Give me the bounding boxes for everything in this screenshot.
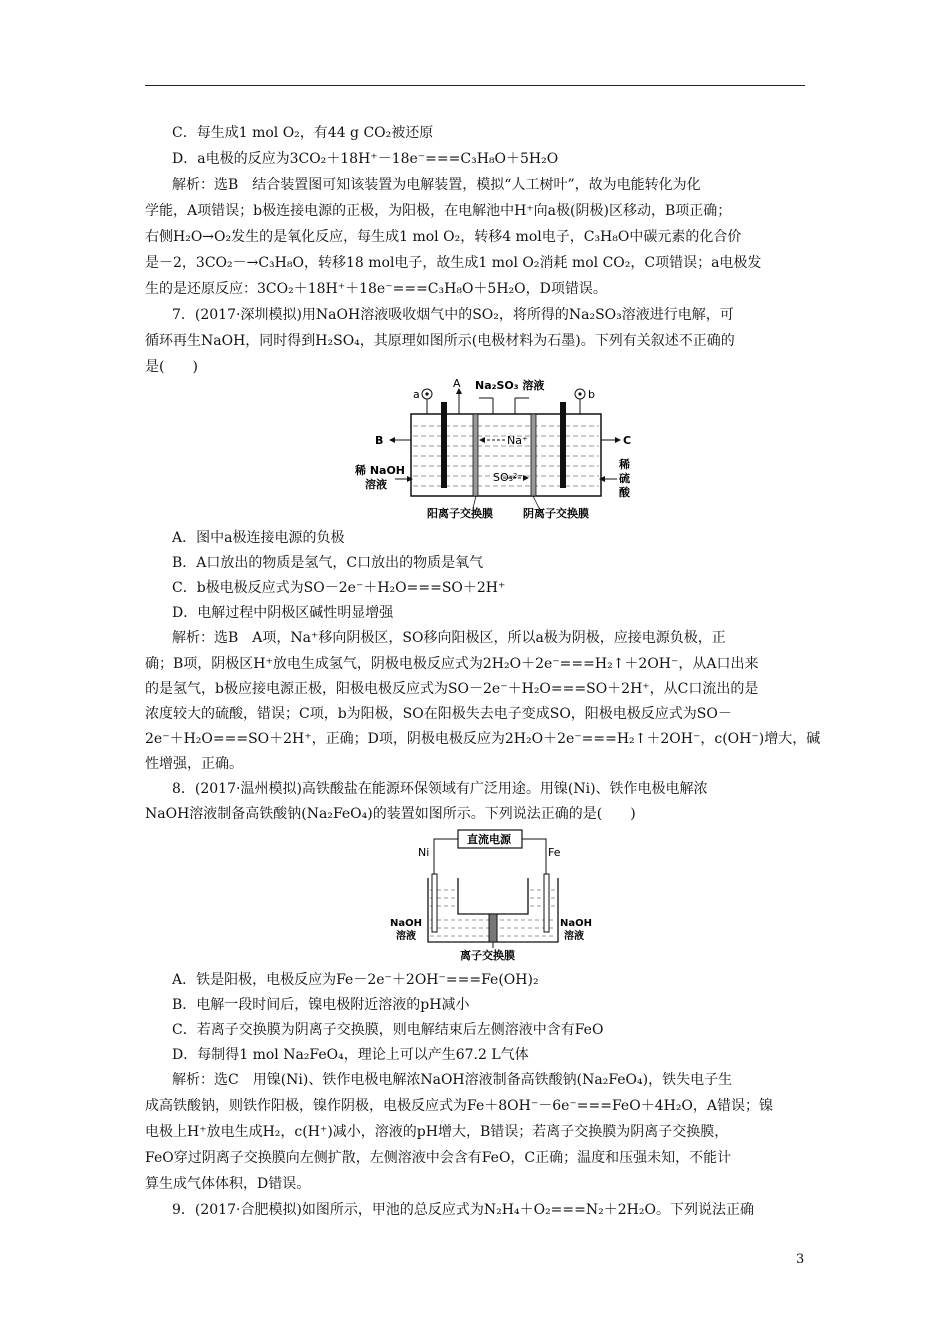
option-b: B．电解一段时间后，镍电极附近溶液的pH减小 bbox=[172, 997, 470, 1013]
option-d: D．a电极的反应为3CO₂＋18H⁺－18e⁻===C₃H₈O＋5H₂O bbox=[172, 151, 559, 167]
label-left-1: 稀 NaOH bbox=[355, 464, 406, 477]
header-rule bbox=[145, 85, 805, 86]
label-solution-left: 溶液 bbox=[396, 931, 416, 942]
analysis-line: 解析：选B 结合装置图可知该装置为电解装置，模拟“人工树叶”，故为电能转化为化 bbox=[172, 177, 701, 193]
analysis-line: 解析：选B A项，Na⁺移向阴极区，SO移向阳极区，所以a极为阴极，应接电源负极，正 bbox=[172, 630, 726, 646]
question-8-cont: NaOH溶液制备高铁酸钠(Na₂FeO₄)的装置如图所示。下列说法正确的是( ) bbox=[145, 806, 636, 822]
analysis-line: 浓度较大的硫酸，错误；C项，b为阳极，SO在阳极失去电子变成SO，阳极电极反应式为SO－ bbox=[145, 706, 732, 722]
label-naoh-left: NaOH bbox=[390, 918, 422, 929]
label-C: C bbox=[623, 434, 632, 447]
option-b: B．A口放出的物质是氢气，C口放出的物质是氧气 bbox=[172, 555, 484, 571]
label-right-3: 酸 bbox=[619, 486, 630, 499]
analysis-line: 生的是还原反应：3CO₂＋18H⁺＋18e⁻===C₃H₈O＋5H₂O，D项错误。 bbox=[145, 281, 607, 297]
electrolysis-figure-1 bbox=[355, 378, 635, 520]
label-left-2: 溶液 bbox=[365, 478, 387, 491]
analysis-line: 是－2，3CO₂－→C₃H₈O，转移18 mol电子，故生成1 mol O₂消耗 mol CO₂，C项错误；a电极发 bbox=[145, 255, 762, 271]
label-na2so3: Na₂SO₃ 溶液 bbox=[475, 379, 545, 392]
option-c: C．每生成1 mol O₂，有44 g CO₂被还原 bbox=[172, 125, 434, 141]
page-number: 3 bbox=[796, 1252, 805, 1267]
analysis-line: 成高铁酸钠，则铁作阳极，镍作阴极，电极反应式为Fe＋8OH⁻－6e⁻===FeO＋4H₂O，A错误；镍 bbox=[145, 1098, 774, 1114]
label-right-2: 硫 bbox=[619, 472, 630, 485]
question-7-cont: 是( ) bbox=[145, 359, 198, 375]
analysis-line: 电极上H⁺放电生成H₂，c(H⁺)减小，溶液的pH增大，B错误；若离子交换膜为阴离子交换膜， bbox=[145, 1124, 729, 1140]
label-B: B bbox=[375, 434, 384, 447]
label-naoh-right: NaOH bbox=[560, 918, 592, 929]
analysis-line: 确；B项，阴极区H⁺放电生成氢气，阴极电极反应式为2H₂O＋2e⁻===H₂↑＋2OH⁻，从A口出来 bbox=[145, 656, 759, 672]
option-d: D．电解过程中阴极区碱性明显增强 bbox=[172, 605, 394, 621]
analysis-line: 的是氢气，b极应接电源正极，阳极电极反应式为SO－2e⁻＋H₂O===SO＋2H⁺，从C口流出的是 bbox=[145, 681, 759, 697]
option-a: A．图中a极连接电源的负极 bbox=[172, 530, 345, 546]
label-right-1: 稀 bbox=[619, 458, 630, 471]
analysis-line: 解析：选C 用镍(Ni)、铁作电极电解浓NaOH溶液制备高铁酸钠(Na₂FeO₄)，铁失电子生 bbox=[172, 1072, 733, 1088]
analysis-line: 性增强，正确。 bbox=[145, 756, 243, 772]
question-8: 8．(2017·温州模拟)高铁酸盐在能源环保领域有广泛用途。用镍(Ni)、铁作电极电解浓 bbox=[172, 781, 708, 797]
label-ni: Ni bbox=[418, 846, 430, 859]
question-7-cont: 循环再生NaOH，同时得到H₂SO₄，其原理如图所示(电极材料为石墨)。下列有关叙述不正确的 bbox=[145, 333, 735, 349]
analysis-line: FeO穿过阴离子交换膜向左侧扩散，左侧溶液中会含有FeO，C正确；温度和压强未知，不能计 bbox=[145, 1150, 732, 1166]
label-membrane-1: 阳离子交换膜 bbox=[427, 507, 493, 520]
label-a: a bbox=[413, 388, 420, 401]
label-b: b bbox=[588, 388, 595, 401]
label-fe: Fe bbox=[548, 846, 561, 859]
label-power: 直流电源 bbox=[467, 833, 511, 846]
label-so-ion: SO₃²⁻ bbox=[493, 471, 524, 484]
option-d: D．每制得1 mol Na₂FeO₄，理论上可以产生67.2 L气体 bbox=[172, 1047, 529, 1063]
label-membrane: 离子交换膜 bbox=[460, 949, 515, 962]
question-7: 7．(2017·深圳模拟)用NaOH溶液吸收烟气中的SO₂，将所得的Na₂SO₃溶液进行电解，可 bbox=[172, 307, 734, 323]
option-a: A．铁是阳极，电极反应为Fe－2e⁻＋2OH⁻===Fe(OH)₂ bbox=[172, 972, 539, 988]
analysis-line: 2e⁻＋H₂O===SO＋2H⁺，正确；D项，阴极电极反应为2H₂O＋2e⁻===H₂↑＋2OH⁻，c(OH⁻)增大，碱 bbox=[145, 731, 821, 747]
electrolysis-figure-2 bbox=[388, 826, 598, 964]
label-membrane-2: 阴离子交换膜 bbox=[523, 507, 589, 520]
analysis-line: 算生成气体体积，D错误。 bbox=[145, 1176, 311, 1192]
option-c: C．b极电极反应式为SO－2e⁻＋H₂O===SO＋2H⁺ bbox=[172, 580, 506, 596]
analysis-line: 学能，A项错误；b极连接电源的正极，为阳极，在电解池中H⁺向a极(阴极)区移动，B项正确； bbox=[145, 203, 732, 219]
label-A: A bbox=[453, 378, 461, 390]
option-c: C．若离子交换膜为阴离子交换膜，则电解结束后左侧溶液中含有FeO bbox=[172, 1022, 604, 1038]
label-solution-right: 溶液 bbox=[564, 931, 584, 942]
analysis-line: 右侧H₂O→O₂发生的是氧化反应，每生成1 mol O₂，转移4 mol电子，C₃H₈O中碳元素的化合价 bbox=[145, 229, 742, 245]
question-9: 9．(2017·合肥模拟)如图所示，甲池的总反应式为N₂H₄＋O₂===N₂＋2H₂O。下列说法正确 bbox=[172, 1202, 754, 1218]
label-na-ion: Na⁺ bbox=[507, 434, 528, 447]
